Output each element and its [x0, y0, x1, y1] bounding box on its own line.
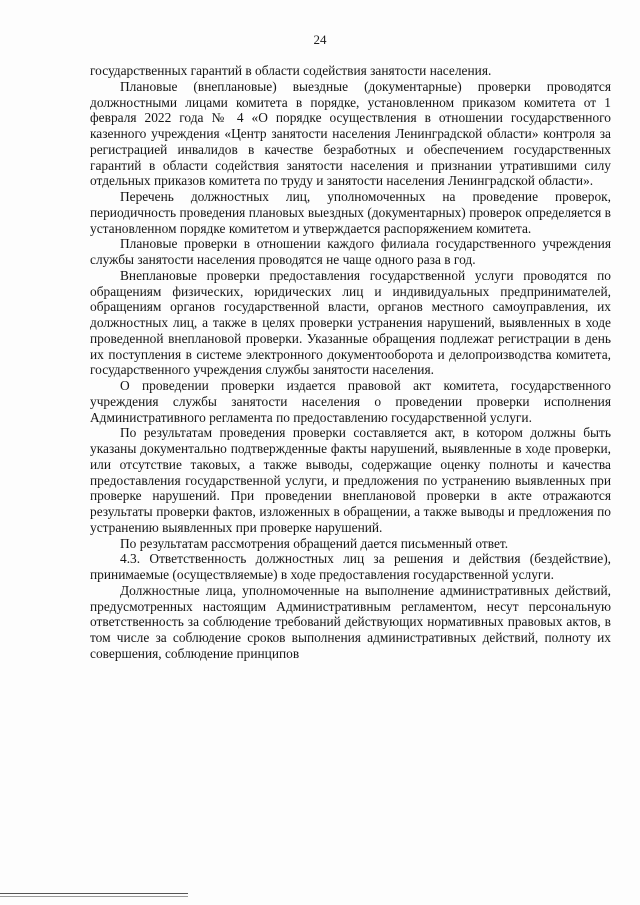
paragraph-legal-act: О проведении проверки издается правовой акт комитета, государственного учреждения службы занятости населения о проведении проверки исполнения Административного регламента по предоставлению государственной услуги.: [90, 378, 611, 425]
paragraph-unplanned-inspections: Внеплановые проверки предоставления государственной услуги проводятся по обращениям физических, юридических лиц и индивидуальных предпринимателей, обращениям органов государственной власти, органов местного самоуправления, их должностных лиц, а также в целях проверки устранения нарушений, выявленных в ходе проведенной внеплановой проверки. Указанные обращения подлежат регистрации в день их поступления в системе электронного документооборота и делопроизводства комитета, государственного учреждения службы занятости населения.: [90, 267, 611, 378]
paragraph-written-response: По результатам рассмотрения обращений дается письменный ответ.: [120, 535, 509, 551]
paragraph-inspection-results: По результатам проведения проверки составляется акт, в котором должны быть указаны документально подтвержденные факты нарушений, выявленные в ходе проверки, или отсутствие таковых, а также выводы, содержащие оценку полноты и качества предоставления государственной услуги, и предложения по устранению выявленных при проверке нарушений. При проведении внеплановой проверки в акте отражаются результаты проверки фактов, изложенных в обращении, а также выводы и предложения по устранению выявленных при проверке нарушений.: [90, 425, 611, 535]
footer-rule-secondary: [0, 896, 188, 897]
paragraph-personal-responsibility: Должностные лица, уполномоченные на выполнение административных действий, предусмотренных настоящим Административным регламентом, несут персональную ответственность за соблюдение требований действующих нормативных правовых актов, в том числе за соблюдение сроков выполнения административных действий, полноту их совершения, соблюдение принципов: [90, 582, 611, 661]
page-number: 24: [313, 32, 327, 47]
paragraph-continuation: государственных гарантий в области содействия занятости населения.: [90, 63, 492, 78]
paragraph-officials-list: Перечень должностных лиц, уполномоченных на проведение проверок, периодичность проведения плановых выездных (документарных) проверок определяется в установленном порядке комитетом и утверждается распоряжением комитета.: [90, 189, 611, 236]
document-body: [90, 63, 611, 662]
footer-rule: [0, 893, 188, 894]
paragraph-inspections-procedure: Плановые (внеплановые) выездные (документарные) проверки проводятся должностными лицами комитета в порядке, установленном приказом комитета от 1 февраля 2022 года № 4 «О порядке осуществления в отношении государственного казенного учреждения «Центр занятости населения Ленинградской области» контроля за регистрацией инвалидов в качестве безработных и обеспечением государственных гарантий в области содействия занятости населения и признании утратившими силу отдельных приказов комитета по труду и занятости населения Ленинградской области».: [90, 78, 611, 189]
paragraph-planned-inspections: Плановые проверки в отношении каждого филиала государственного учреждения службы занятости населения проводятся не чаще одного раза в год.: [90, 236, 611, 267]
section-heading-4-3: 4.3. Ответственность должностных лиц за решения и действия (бездействие), принимаемые (осуществляемые) в ходе предоставления государственной услуги.: [90, 551, 611, 582]
